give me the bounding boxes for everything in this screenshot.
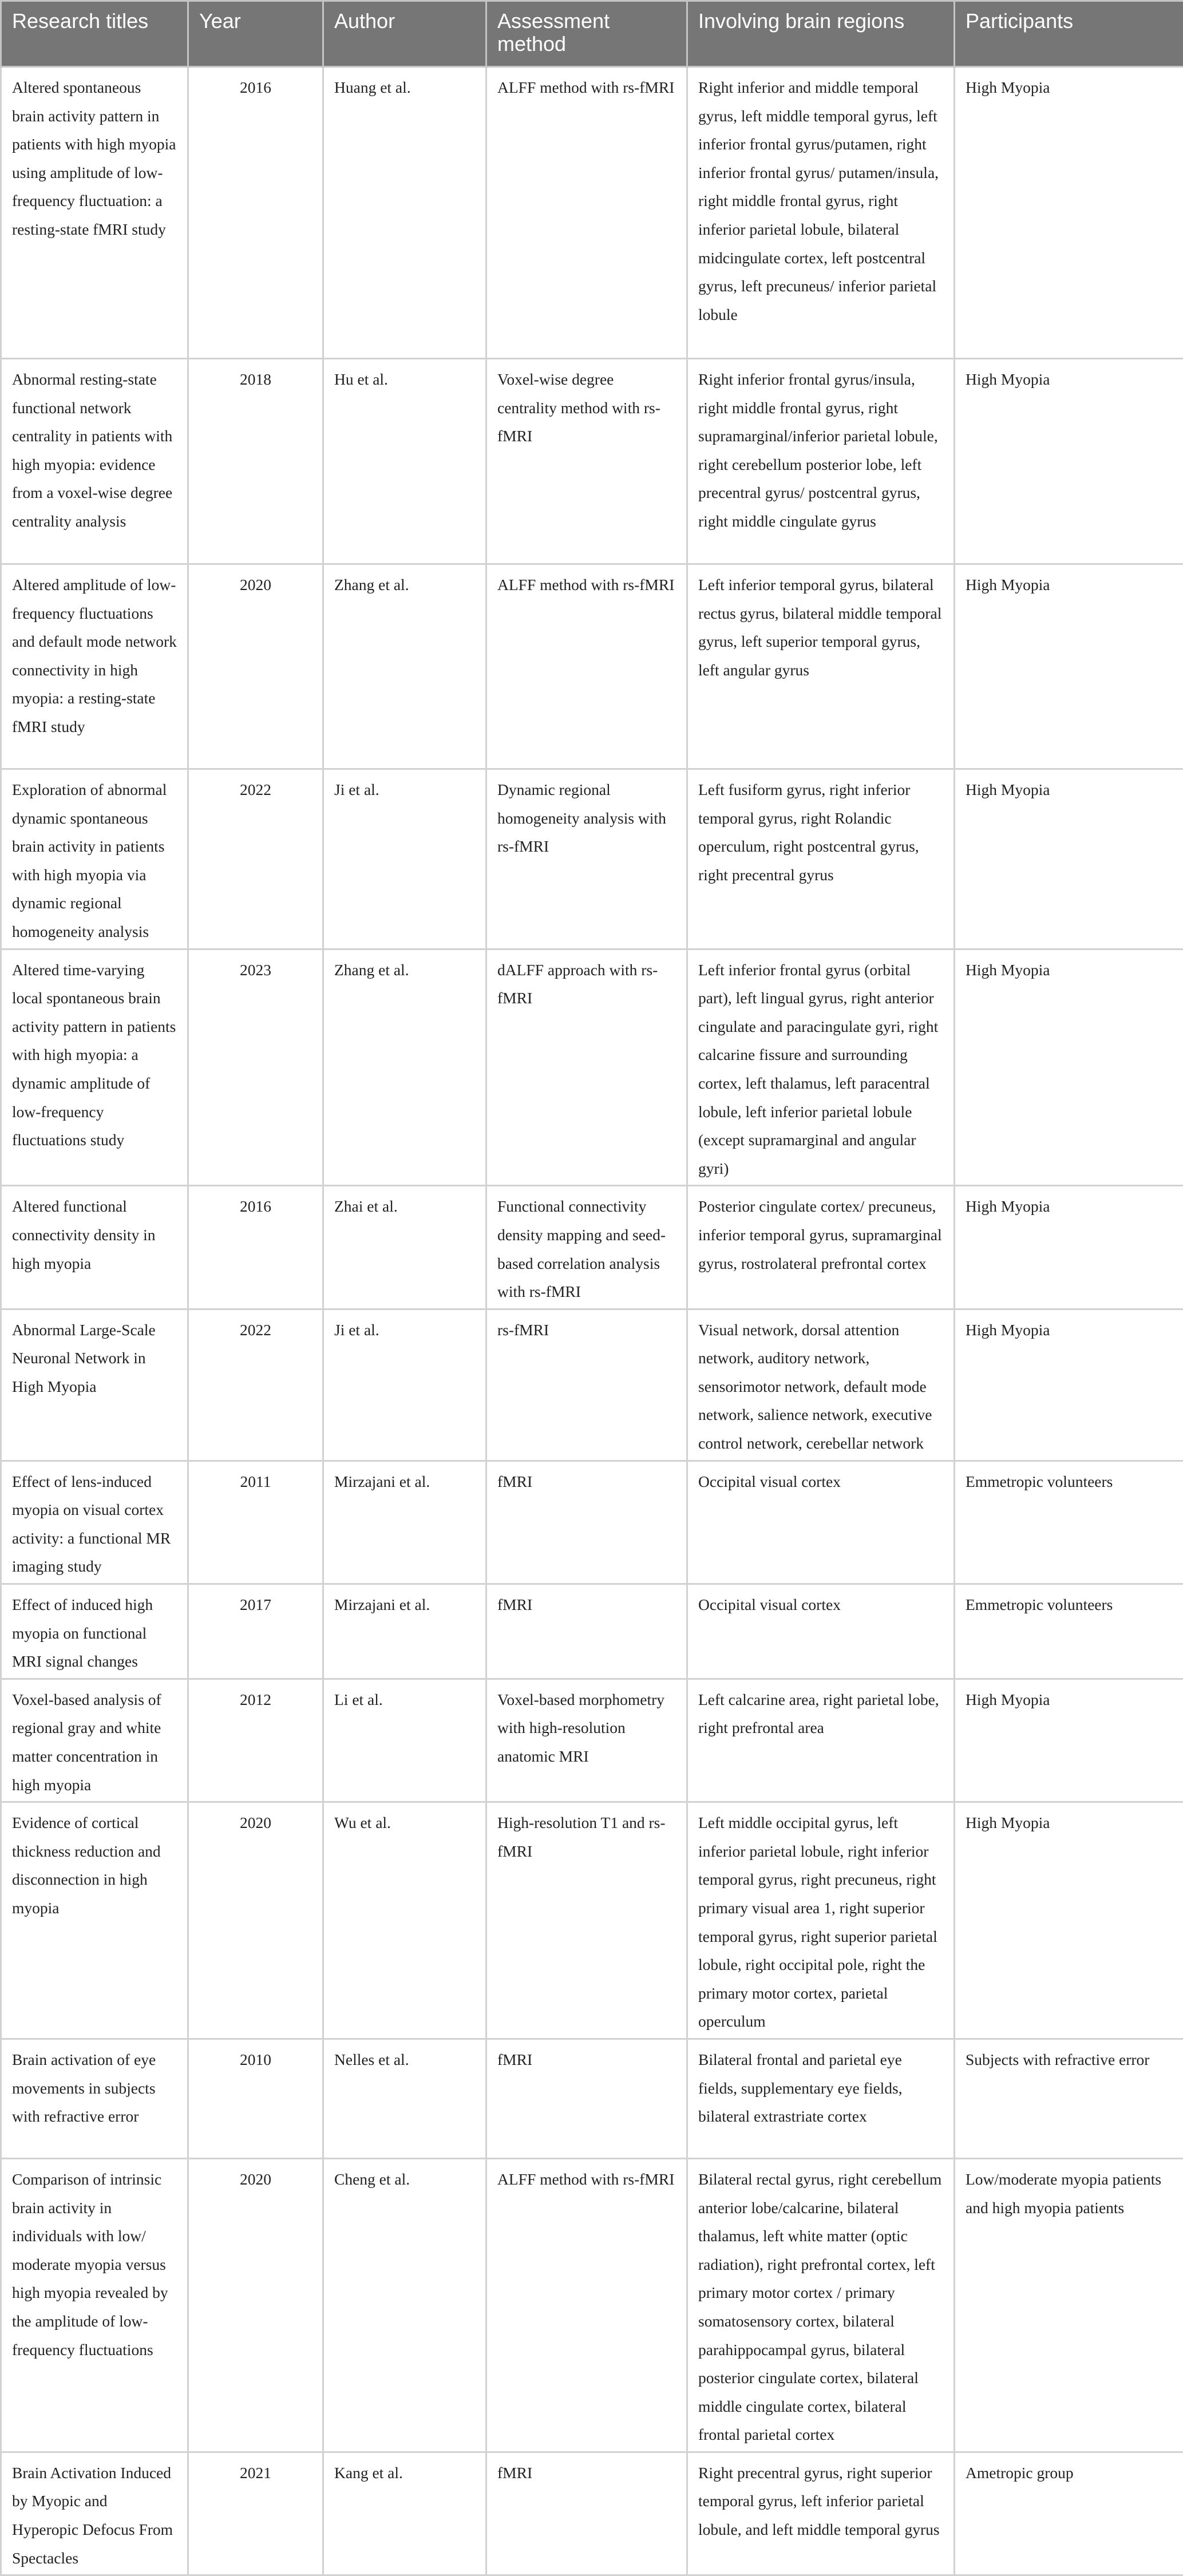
cell-participants: Emmetropic volunteers [955, 1461, 1183, 1584]
cell-year: 2010 [188, 2039, 323, 2158]
cell-participants: High Myopia [955, 1802, 1183, 2039]
cell-regions: Left calcarine area, right parietal lobe, right prefrontal area [687, 1679, 955, 1802]
cell-title: Abnormal resting-state functional network centrality in patients with high myopia: evidence from a voxel-wise degree centrality analysis [1, 359, 188, 564]
cell-regions: Left middle occipital gyrus, left inferior parietal lobule, right inferior temporal gyrus, right precuneus, right primary visual area 1, right superior temporal gyrus, right superior parietal lobule, right occipital pole, right the primary motor cortex, parietal operculum [687, 1802, 955, 2039]
cell-method: fMRI [486, 2452, 687, 2575]
cell-regions: Left inferior temporal gyrus, bilateral rectus gyrus, bilateral middle temporal gyrus, left superior temporal gyrus, left angular gyrus [687, 564, 955, 769]
cell-title: Altered functional connectivity density in high myopia [1, 1186, 188, 1309]
cell-participants: High Myopia [955, 1679, 1183, 1802]
cell-year: 2020 [188, 2158, 323, 2452]
cell-participants: High Myopia [955, 949, 1183, 1186]
cell-year: 2020 [188, 1802, 323, 2039]
header-assessment-method: Assessment method [486, 1, 687, 67]
cell-method: fMRI [486, 1461, 687, 1584]
table-row [1, 2039, 1183, 2158]
cell-author: Kang et al. [323, 2452, 486, 2575]
cell-regions: Bilateral frontal and parietal eye fields, supplementary eye fields, bilateral extrastriate cortex [687, 2039, 955, 2158]
cell-method: fMRI [486, 1584, 687, 1679]
table-row [1, 769, 1183, 949]
cell-year: 2011 [188, 1461, 323, 1584]
cell-title: Exploration of abnormal dynamic spontaneous brain activity in patients with high myopia via dynamic regional homogeneity analysis [1, 769, 188, 949]
cell-author: Zhang et al. [323, 564, 486, 769]
cell-regions: Visual network, dorsal attention network, auditory network, sensorimotor network, default mode network, salience network, executive control network, cerebellar network [687, 1309, 955, 1461]
cell-regions: Occipital visual cortex [687, 1584, 955, 1679]
cell-method: ALFF method with rs-fMRI [486, 67, 687, 359]
table-header [1, 1, 1183, 67]
cell-year: 2017 [188, 1584, 323, 1679]
cell-year: 2021 [188, 2452, 323, 2575]
cell-method: fMRI [486, 2039, 687, 2158]
cell-method: High-resolution T1 and rs-fMRI [486, 1802, 687, 2039]
cell-author: Wu et al. [323, 1802, 486, 2039]
cell-title: Brain Activation Induced by Myopic and Hyperopic Defocus From Spectacles [1, 2452, 188, 2575]
cell-title: Altered amplitude of low-frequency fluctuations and default mode network connectivity in high myopia: a resting-state fMRI study [1, 564, 188, 769]
cell-participants: Low/moderate myopia patients and high myopia patients [955, 2158, 1183, 2452]
table-row [1, 949, 1183, 1186]
cell-author: Zhang et al. [323, 949, 486, 1186]
cell-regions: Right precentral gyrus, right superior temporal gyrus, left inferior parietal lobule, and left middle temporal gyrus [687, 2452, 955, 2575]
header-participants: Participants [955, 1, 1183, 67]
table-row [1, 67, 1183, 359]
cell-method: ALFF method with rs-fMRI [486, 564, 687, 769]
cell-author: Huang et al. [323, 67, 486, 359]
cell-regions: Left fusiform gyrus, right inferior temporal gyrus, right Rolandic operculum, right postcentral gyrus, right precentral gyrus [687, 769, 955, 949]
cell-year: 2012 [188, 1679, 323, 1802]
cell-title: Altered time-varying local spontaneous brain activity pattern in patients with high myopia: a dynamic amplitude of low-frequency fluctuations study [1, 949, 188, 1186]
cell-author: Nelles et al. [323, 2039, 486, 2158]
cell-year: 2022 [188, 769, 323, 949]
cell-regions: Occipital visual cortex [687, 1461, 955, 1584]
cell-participants: High Myopia [955, 67, 1183, 359]
cell-year: 2016 [188, 1186, 323, 1309]
cell-method: ALFF method with rs-fMRI [486, 2158, 687, 2452]
header-year: Year [188, 1, 323, 67]
cell-method: Voxel-wise degree centrality method with rs-fMRI [486, 359, 687, 564]
table-row [1, 1584, 1183, 1679]
table-row [1, 1461, 1183, 1584]
cell-title: Voxel-based analysis of regional gray and white matter concentration in high myopia [1, 1679, 188, 1802]
table-row [1, 1186, 1183, 1309]
cell-author: Mirzajani et al. [323, 1584, 486, 1679]
cell-method: dALFF approach with rs-fMRI [486, 949, 687, 1186]
table-row [1, 2158, 1183, 2452]
cell-participants: High Myopia [955, 769, 1183, 949]
cell-year: 2016 [188, 67, 323, 359]
cell-title: Effect of lens-induced myopia on visual cortex activity: a functional MR imaging study [1, 1461, 188, 1584]
cell-year: 2022 [188, 1309, 323, 1461]
cell-author: Li et al. [323, 1679, 486, 1802]
cell-participants: High Myopia [955, 564, 1183, 769]
cell-participants: High Myopia [955, 359, 1183, 564]
cell-year: 2020 [188, 564, 323, 769]
cell-author: Hu et al. [323, 359, 486, 564]
cell-method: Voxel-based morphometry with high-resolution anatomic MRI [486, 1679, 687, 1802]
cell-participants: Emmetropic volunteers [955, 1584, 1183, 1679]
cell-regions: Bilateral rectal gyrus, right cerebellum anterior lobe/calcarine, bilateral thalamus, left white matter (optic radiation), right prefrontal cortex, left primary motor cortex / primary somatosensory cortex, bilateral parahippocampal gyrus, bilateral posterior cingulate cortex, bilateral middle cingulate cortex, bilateral frontal parietal cortex [687, 2158, 955, 2452]
table-row [1, 1679, 1183, 1802]
cell-title: Effect of induced high myopia on functional MRI signal changes [1, 1584, 188, 1679]
cell-author: Cheng et al. [323, 2158, 486, 2452]
cell-participants: High Myopia [955, 1186, 1183, 1309]
cell-participants: Ametropic group [955, 2452, 1183, 2575]
cell-author: Zhai et al. [323, 1186, 486, 1309]
cell-author: Ji et al. [323, 769, 486, 949]
cell-year: 2023 [188, 949, 323, 1186]
header-brain-regions: Involving brain regions [687, 1, 955, 67]
cell-regions: Right inferior frontal gyrus/insula, right middle frontal gyrus, right supramarginal/inferior parietal lobule, right cerebellum posterior lobe, left precentral gyrus/ postcentral gyrus, right middle cingulate gyrus [687, 359, 955, 564]
header-row [1, 1, 1183, 67]
table-row [1, 1309, 1183, 1461]
table-row [1, 564, 1183, 769]
cell-regions: Left inferior frontal gyrus (orbital part), left lingual gyrus, right anterior cingulate and paracingulate gyri, right calcarine fissure and surrounding cortex, left thalamus, left paracentral lobule, left inferior parietal lobule (except supramarginal and angular gyri) [687, 949, 955, 1186]
cell-title: Comparison of intrinsic brain activity in individuals with low/ moderate myopia versus high myopia revealed by the amplitude of low-frequency fluctuations [1, 2158, 188, 2452]
table-body [1, 67, 1183, 2575]
cell-participants: Subjects with refractive error [955, 2039, 1183, 2158]
header-author: Author [323, 1, 486, 67]
cell-regions: Posterior cingulate cortex/ precuneus, inferior temporal gyrus, supramarginal gyrus, rostrolateral prefrontal cortex [687, 1186, 955, 1309]
cell-title: Abnormal Large-Scale Neuronal Network in High Myopia [1, 1309, 188, 1461]
cell-author: Mirzajani et al. [323, 1461, 486, 1584]
cell-year: 2018 [188, 359, 323, 564]
cell-regions: Right inferior and middle temporal gyrus, left middle temporal gyrus, left inferior frontal gyrus/putamen, right inferior frontal gyrus/ putamen/insula, right middle frontal gyrus, right inferior parietal lobule, bilateral midcingulate cortex, left postcentral gyrus, left precuneus/ inferior parietal lobule [687, 67, 955, 359]
table-row [1, 1802, 1183, 2039]
cell-method: Functional connectivity density mapping and seed-based correlation analysis with rs-fMRI [486, 1186, 687, 1309]
table-row [1, 359, 1183, 564]
table-row [1, 2452, 1183, 2575]
cell-title: Evidence of cortical thickness reduction and disconnection in high myopia [1, 1802, 188, 2039]
cell-method: rs-fMRI [486, 1309, 687, 1461]
cell-method: Dynamic regional homogeneity analysis with rs-fMRI [486, 769, 687, 949]
header-research-titles: Research titles [1, 1, 188, 67]
cell-title: Brain activation of eye movements in subjects with refractive error [1, 2039, 188, 2158]
cell-title: Altered spontaneous brain activity pattern in patients with high myopia using amplitude of low-frequency fluctuation: a resting-state fMRI study [1, 67, 188, 359]
cell-participants: High Myopia [955, 1309, 1183, 1461]
cell-author: Ji et al. [323, 1309, 486, 1461]
